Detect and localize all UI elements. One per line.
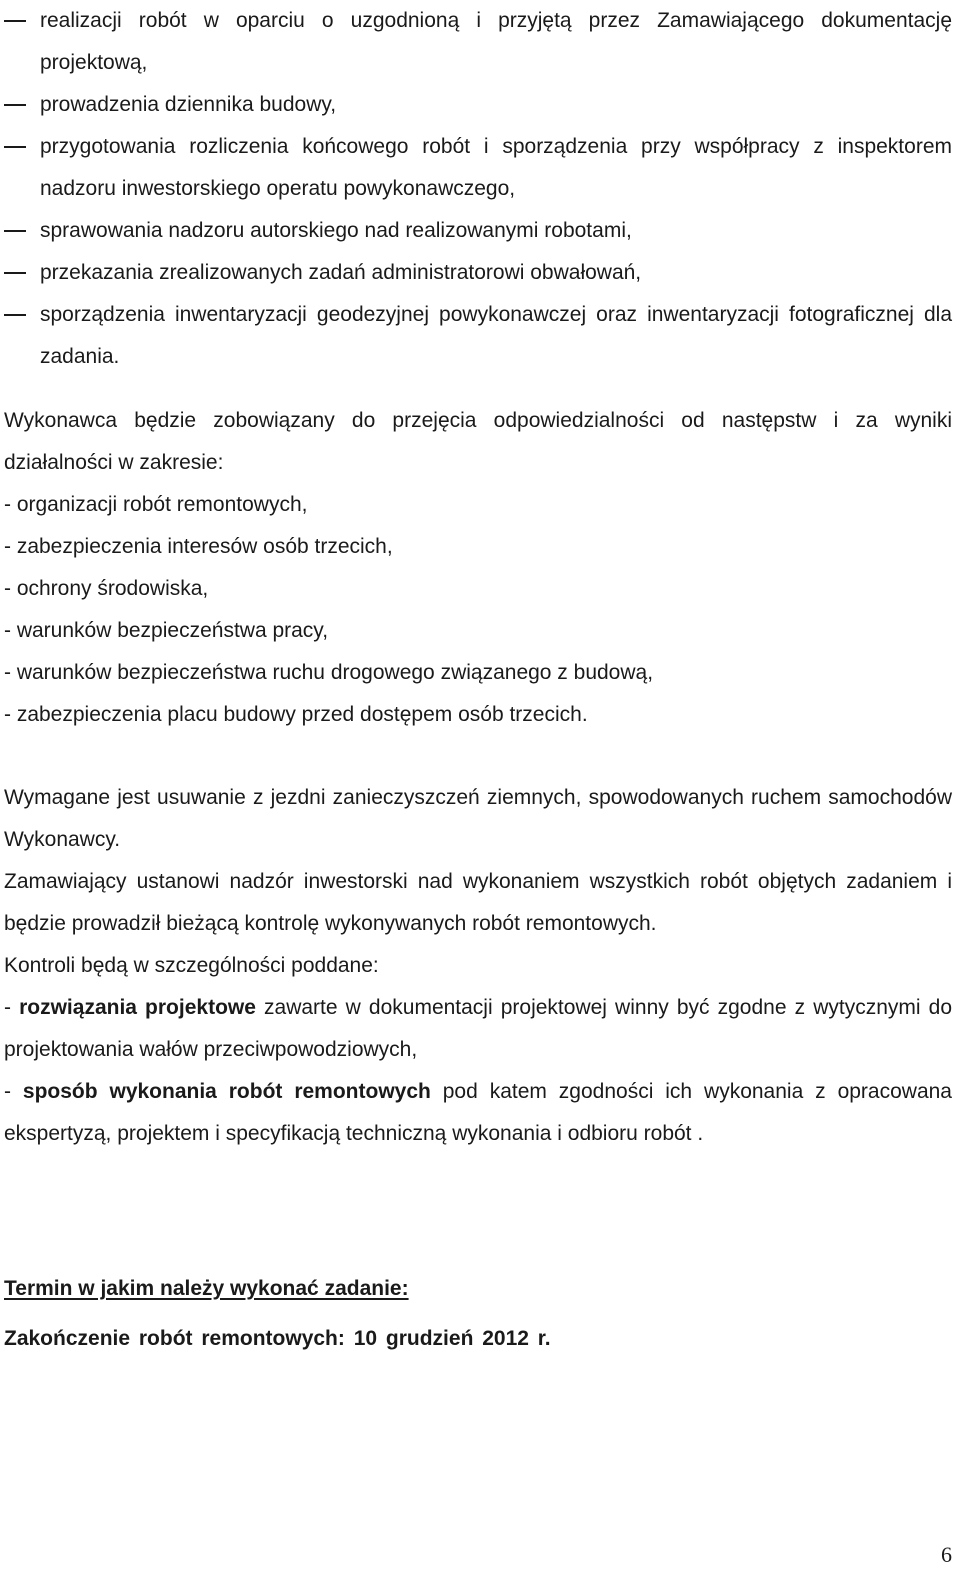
control-item-bold: sposób wykonania robót remontowych <box>22 1080 431 1103</box>
dash-bullet-icon <box>4 272 26 274</box>
dash-bullet-icon <box>4 146 26 148</box>
control-item: - rozwiązania projektowe zawarte w dokumentacji projektowej winny być zgodne z wytycznymi do projektowania wałów przeciwpowodziowych, <box>4 996 952 1061</box>
obligations-list <box>0 0 960 378</box>
cleaning-paragraph: Wymagane jest usuwanie z jezdni zanieczyszczeń ziemnych, spowodowanych ruchem samochodów Wykonawcy. <box>4 786 952 851</box>
list-item: realizacji robót w oparciu o uzgodnioną i przyjętą przez Zamawiającego dokumentację projektową, <box>0 0 960 84</box>
list-item: sprawowania nadzoru autorskiego nad realizowanymi robotami, <box>0 210 960 252</box>
dash-bullet-icon <box>4 230 26 232</box>
list-item: prowadzenia dziennika budowy, <box>0 84 960 126</box>
responsibility-item: - zabezpieczenia interesów osób trzecich, <box>4 535 393 558</box>
responsibility-item: - warunków bezpieczeństwa pracy, <box>4 619 329 642</box>
responsibility-intro: Wykonawca będzie zobowiązany do przejęcia odpowiedzialności od następstw i za wyniki działalności w zakresie: <box>4 409 952 474</box>
dash-bullet-icon <box>4 104 26 106</box>
responsibility-item: - ochrony środowiska, <box>4 577 209 600</box>
control-item: - sposób wykonania robót remontowych pod katem zgodności ich wykonania z opracowana ekspertyzą, projektem i specyfikacją techniczną wykonania i odbioru robót . <box>4 1080 952 1145</box>
dash-bullet-icon <box>4 20 26 22</box>
requirements-section <box>4 777 952 1155</box>
page-number: 6 <box>941 1542 952 1567</box>
control-intro: Kontroli będą w szczególności poddane: <box>4 954 379 977</box>
control-item-bold: rozwiązania projektowe <box>19 996 256 1019</box>
responsibility-item: - organizacji robót remontowych, <box>4 493 308 516</box>
term-heading: Termin w jakim należy wykonać zadanie: <box>4 1277 409 1300</box>
list-item: przygotowania rozliczenia końcowego robót i sporządzenia przy współpracy z inspektorem nadzoru inwestorskiego operatu powykonawczego, <box>0 126 960 210</box>
responsibility-item: - zabezpieczenia placu budowy przed dostępem osób trzecich. <box>4 703 588 726</box>
responsibility-item: - warunków bezpieczeństwa ruchu drogowego związanego z budową, <box>4 661 654 684</box>
list-item: sporządzenia inwentaryzacji geodezyjnej powykonawczej oraz inwentaryzacji fotograficznej dla zadania. <box>0 294 960 378</box>
responsibility-section <box>4 400 952 736</box>
list-item: przekazania zrealizowanych zadań administratorowi obwałowań, <box>0 252 960 294</box>
dash-bullet-icon <box>4 314 26 316</box>
term-value: Zakończenie robót remontowych: 10 grudzień 2012 r. <box>4 1327 551 1350</box>
supervision-paragraph: Zamawiający ustanowi nadzór inwestorski nad wykonaniem wszystkich robót objętych zadaniem i będzie prowadził bieżącą kontrolę wykonywanych robót remontowych. <box>4 870 952 935</box>
